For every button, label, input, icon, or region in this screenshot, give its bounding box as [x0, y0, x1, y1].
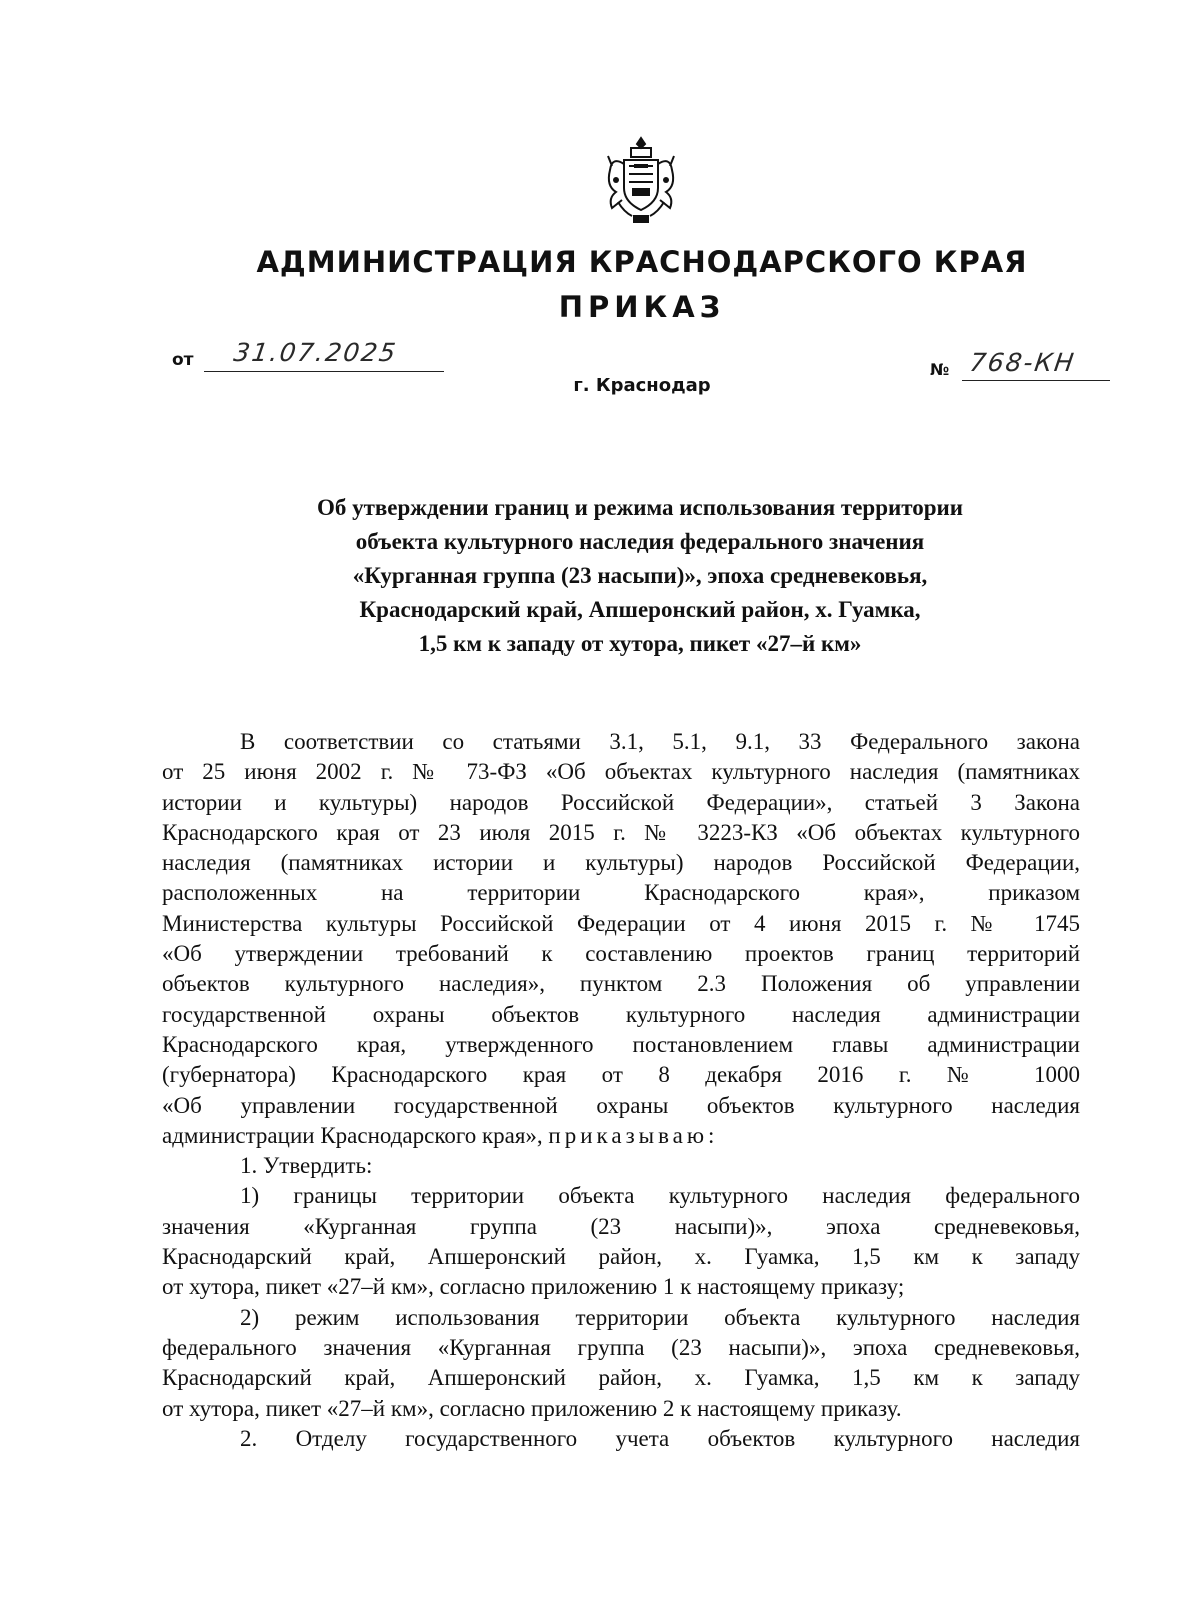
- text-line: истории и культуры) народов Российской Федерации», статьей 3 Закона: [162, 789, 1080, 815]
- subject-line: Об утверждении границ и режима использования территории: [316, 495, 964, 520]
- text-line: «Об управлении государственной охраны объектов культурного наследия: [162, 1092, 1080, 1118]
- text-line: расположенных на территории Краснодарского края», приказом: [162, 880, 1080, 906]
- date-value: 31.07.2025: [231, 338, 400, 367]
- number-value: 768-КН: [967, 348, 1078, 377]
- text-line: (губернатора) Краснодарского края от 8 декабря 2016 г. № 1000: [162, 1062, 1080, 1088]
- krasnodar-krai-coat-of-arms-icon: [604, 136, 678, 224]
- number-label: №: [930, 360, 950, 379]
- date-label: от: [172, 350, 194, 370]
- item-2: 2. Отделу государственного учета объектов культурного наследия: [240, 1425, 1080, 1451]
- text-line: наследия (памятниках истории и культуры) народов Российской Федерации,: [162, 850, 1080, 876]
- subject-line: Краснодарский край, Апшеронский район, х. Гуамка,: [359, 597, 921, 622]
- text-line: Министерства культуры Российской Федерации от 4 июня 2015 г. № 1745: [162, 910, 1080, 936]
- text-line: значения «Курганная группа (23 насыпи)», эпоха средневековья,: [162, 1213, 1080, 1239]
- document-body: [162, 727, 1080, 1454]
- text-line: федерального значения «Курганная группа (23 насыпи)», эпоха средневековья,: [162, 1334, 1080, 1360]
- text-line: [162, 1121, 1080, 1151]
- text-line: 1) границы территории объекта культурного наследия федерального: [240, 1183, 1080, 1209]
- text-line: от хутора, пикет «27–й км», согласно приложению 1 к настоящему приказу;: [162, 1274, 905, 1300]
- text-line: государственной охраны объектов культурного наследия администрации: [162, 1001, 1080, 1027]
- item-1-1: [162, 1181, 1080, 1302]
- preamble-paragraph: [162, 727, 1080, 1151]
- text-line: Краснодарский край, Апшеронский район, х. Гуамка, 1,5 км к западу: [162, 1365, 1080, 1391]
- order-word: приказываю:: [548, 1122, 719, 1148]
- text-line: объектов культурного наследия», пунктом 2.3 Положения об управлении: [162, 971, 1080, 997]
- document-type: ПРИКАЗ: [558, 290, 726, 324]
- subject-line: объекта культурного наследия федерального значения: [355, 529, 925, 554]
- text-line: от 25 июня 2002 г. № 73-ФЗ «Об объектах культурного наследия (памятниках: [162, 759, 1080, 785]
- preamble-last-text: администрации Краснодарского края»,: [162, 1122, 543, 1148]
- text-line: от хутора, пикет «27–й км», согласно приложению 2 к настоящему приказу.: [162, 1395, 902, 1421]
- text-line: Краснодарского края, утвержденного постановлением главы администрации: [162, 1031, 1080, 1057]
- subject-line: 1,5 км к западу от хутора, пикет «27–й км»: [418, 631, 862, 656]
- item-1-2: [162, 1303, 1080, 1424]
- text-line: Краснодарского края от 23 июля 2015 г. № 3223-КЗ «Об объектах культурного: [162, 819, 1080, 845]
- text-line: В соответствии со статьями 3.1, 5.1, 9.1, 33 Федерального закона: [240, 729, 1080, 754]
- item-1: 1. Утвердить:: [240, 1153, 373, 1179]
- date-field: [204, 338, 444, 372]
- city: г. Краснодар: [573, 375, 711, 396]
- document-subject: [200, 491, 1080, 661]
- organization-title: АДМИНИСТРАЦИЯ КРАСНОДАРСКОГО КРАЯ: [256, 245, 1028, 279]
- subject-line: «Курганная группа (23 насыпи)», эпоха средневековья,: [352, 563, 928, 588]
- text-line: 2) режим использования территории объекта культурного наследия: [240, 1304, 1080, 1330]
- text-line: «Об утверждении требований к составлению проектов границ территорий: [162, 941, 1080, 967]
- text-line: Краснодарский край, Апшеронский район, х. Гуамка, 1,5 км к западу: [162, 1244, 1080, 1270]
